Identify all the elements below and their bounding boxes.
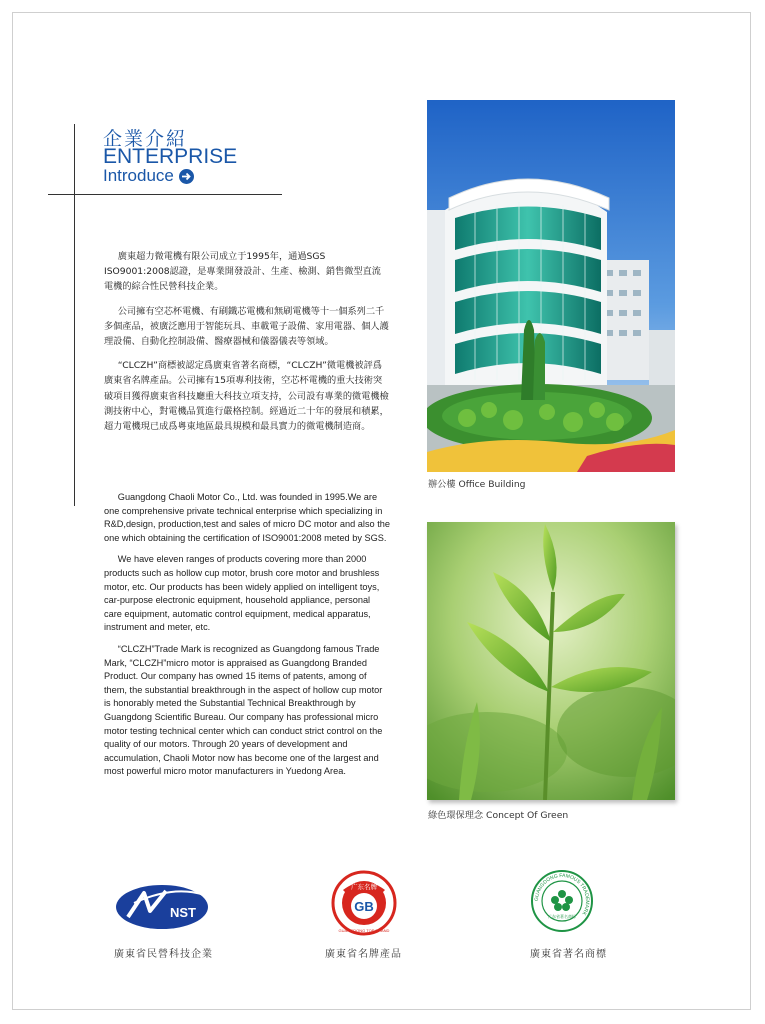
svg-text:广东名牌: 广东名牌 [351,883,377,891]
chinese-description [104,249,390,443]
gdtb-badge-caption: 廣東省名牌產品 [325,949,402,960]
english-description [104,491,390,787]
gdtb-badge-icon [331,870,397,940]
vertical-rule [74,124,75,506]
famous-trademark-caption: 廣東省著名商標 [530,949,607,960]
section-subtitle [103,166,194,186]
cn-paragraph-1: 廣東超力微電機有限公司成立于1995年，通過SGS ISO9001:2008認證，是專業開發設計、生產、檢測、銷售微型直流電機的綜合性民營科技企業。 [104,251,381,293]
svg-text:GUANGDONG FAMOUS TRADEMARK: GUANGDONG FAMOUS TRADEMARK [533,872,591,917]
office-building-caption: 辦公樓 Office Building [428,479,526,490]
svg-text:GUANGDONG TOP BRAND: GUANGDONG TOP BRAND [338,928,390,933]
arrow-right-icon [179,169,194,184]
office-building-photo [427,100,675,472]
horizontal-rule [48,194,282,195]
subtitle-text: Introduce [103,166,174,185]
en-paragraph-1: Guangdong Chaoli Motor Co., Ltd. was founded in 1995.We are one comprehensive private technical enterprise which specializing in R&D,design, production,test and sales of micro DC motor and also the one which obtaining the certification of ISO9001:2008 meted by SGS. [104,492,390,543]
cn-paragraph-2: 公司擁有空芯杯電機、有刷鐵芯電機和無刷電機等十一個系列二千多個產品，被廣泛應用于智能玩具、車載電子設備、家用電器、個人護理設備、自動化控制設備、醫療器械和儀器儀表等領域。 [104,305,389,348]
section-title-chinese: 企業介紹 [103,128,188,150]
green-concept-caption: 綠色環保理念 Concept Of Green [428,810,569,821]
svg-text:GB: GB [354,899,374,914]
svg-text:广东省著名商标: 广东省著名商标 [548,914,576,919]
nst-logo [114,881,210,937]
cn-paragraph-3: “CLCZH”商標被認定爲廣東省著名商標，“CLCZH”微電機被評爲廣東省名牌產品。公司擁有15項專利技術，空芯杯電機的重大技術突破項目獲得廣東省科技廳重大科技立項支持，公司設有專業的微電機檢測技術中心，對電機品質進行嚴格控制。經過近二十年的發展和積累，超力電機現已成爲粵東地區最具規模和最具實力的微電機制造商。 [104,360,389,433]
nst-logo-caption: 廣東省民營科技企業 [114,949,213,960]
en-paragraph-2: We have eleven ranges of products covering more than 2000 products such as hollow cup motor, brush core motor and brushless motor, etc. Our products has been widely applied on intelligent toys, car-purpose electronic equipment, household appliance, personal care equipment, automatic control equipment, medical apparatus, instrument and meter, etc. [104,554,380,633]
famous-trademark-seal-icon [531,870,593,936]
en-paragraph-3: “CLCZH”Trade Mark is recognized as Guangdong famous Trade Mark, “CLCZH”micro motor is appraised as Guangdong Branded Product. Our company has owned 15 items of patents, among of them, the substantial breakthrough in the aspect of hollow cup motor is honorably meted the Substantial Technical Breakthrough by Guangdong Scientific Bureau. Our company has professional micro motor testing technical center which can conduct strict control on the quality of our motors. Through 20 years of development and accumulation, Chaoli Motor now has become one of the largest and most powerful micro motor manufacturers in Yuedong Area. [104,643,383,777]
section-title-english: ENTERPRISE [103,145,238,168]
svg-text:NST: NST [170,905,196,920]
green-concept-photo [427,522,675,800]
